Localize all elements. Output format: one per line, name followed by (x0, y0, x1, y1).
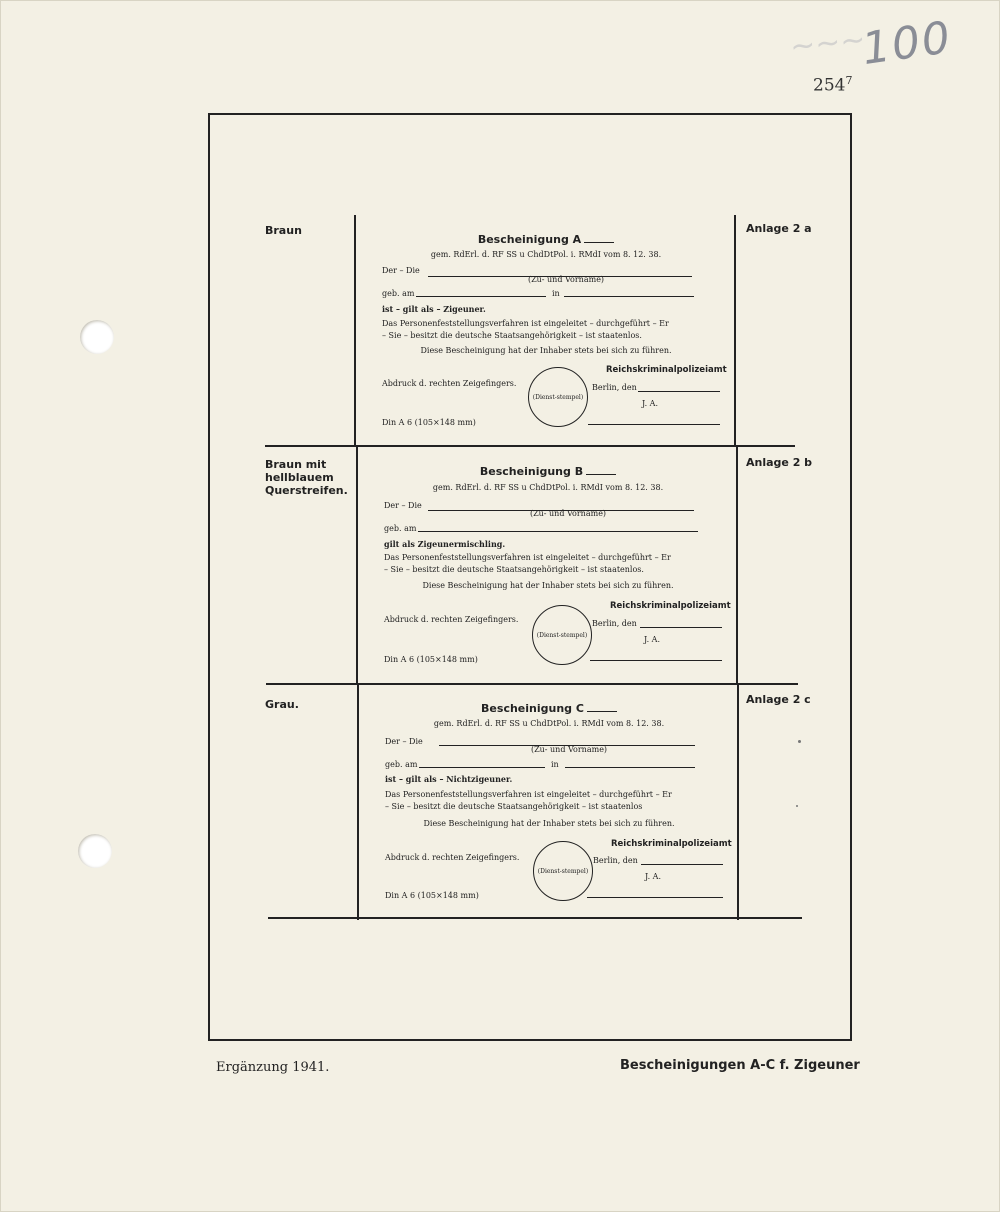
place-date-label: Berlin, den (592, 383, 637, 392)
name-prefix: Der – Die (384, 501, 422, 510)
date-line (640, 627, 722, 628)
color-label-a: Braun (265, 224, 302, 237)
name-caption: (Zu- und Vorname) (527, 275, 605, 284)
name-prefix: Der – Die (385, 737, 423, 746)
certificate-title-text: Bescheinigung B (479, 465, 584, 478)
born-date-line (419, 767, 545, 768)
born-date-line (416, 296, 546, 297)
punch-hole-bottom (78, 834, 112, 868)
handwritten-page-number: 100 (858, 11, 956, 76)
punch-hole-top (80, 320, 114, 354)
certificate-title-text: Bescheinigung A (477, 233, 582, 246)
issuing-office: Reichskriminalpolizeiamt (606, 365, 727, 375)
color-label-b: Braun mit hellblauem Querstreifen. (265, 458, 348, 497)
annex-label-c: Anlage 2 c (746, 693, 811, 706)
status-line: ist – gilt als – Zigeuner. (382, 304, 486, 314)
name-prefix: Der – Die (382, 266, 420, 275)
name-caption: (Zu- und Vorname) (529, 509, 607, 518)
procedure-line: Das Personenfeststellungsverfahren ist eingeleitet – durchgeführt – Er (382, 319, 669, 328)
official-stamp-circle: (Dienst-stempel) (533, 841, 593, 901)
certificate-c (359, 685, 739, 917)
place-date-label: Berlin, den (593, 856, 638, 865)
certificate-reference: gem. RdErl. d. RF SS u ChdDtPol. i. RMdI vom 8. 12. 38. (430, 250, 662, 259)
footer-supplement: Ergänzung 1941. (216, 1060, 330, 1075)
born-in-label: in (552, 289, 560, 298)
signature-label: J. A. (644, 635, 660, 644)
status-line: ist – gilt als – Nichtzigeuner. (385, 774, 513, 784)
certificate-title (358, 465, 738, 478)
certificate-title-text: Bescheinigung C (481, 702, 584, 715)
born-prefix: geb. am (382, 289, 415, 298)
page-number-superscript: 7 (845, 74, 853, 87)
official-stamp-circle: (Dienst-stempel) (528, 367, 588, 427)
procedure-line: Das Personenfeststellungsverfahren ist eingeleitet – durchgeführt – Er (384, 553, 671, 562)
color-label-c: Grau. (265, 698, 299, 711)
title-blank (587, 711, 617, 712)
date-line (641, 864, 723, 865)
name-caption: (Zu- und Vorname) (530, 745, 608, 754)
format-note: Din A 6 (105×148 mm) (382, 418, 476, 427)
citizenship-line: – Sie – besitzt die deutsche Staatsangehörigkeit – ist staatenlos. (382, 331, 642, 340)
carry-line: Diese Bescheinigung hat der Inhaber stets bei sich zu führen. (420, 346, 672, 355)
annex-label-b: Anlage 2 b (746, 456, 813, 469)
title-blank (584, 242, 614, 243)
carry-line: Diese Bescheinigung hat der Inhaber stets bei sich zu führen. (423, 819, 675, 828)
fingerprint-label: Abdruck d. rechten Zeigefingers. (385, 853, 520, 862)
certificate-title (356, 233, 736, 246)
official-stamp-circle: (Dienst-stempel) (532, 605, 592, 665)
issuing-office: Reichskriminalpolizeiamt (610, 601, 731, 611)
born-place-line (565, 767, 695, 768)
footer-title: Bescheinigungen A-C f. Zigeuner (620, 1058, 860, 1073)
place-date-label: Berlin, den (592, 619, 637, 628)
born-date-line (418, 531, 698, 532)
signature-line (590, 660, 722, 661)
signature-line (588, 424, 720, 425)
issuing-office: Reichskriminalpolizeiamt (611, 839, 732, 849)
fingerprint-label: Abdruck d. rechten Zeigefingers. (382, 379, 517, 388)
certificate-reference: gem. RdErl. d. RF SS u ChdDtPol. i. RMdI vom 8. 12. 38. (433, 719, 665, 728)
certificate-reference: gem. RdErl. d. RF SS u ChdDtPol. i. RMdI vom 8. 12. 38. (432, 483, 664, 492)
citizenship-line: – Sie – besitzt die deutsche Staatsangehörigkeit – ist staatenlos (385, 802, 643, 811)
signature-label: J. A. (642, 399, 658, 408)
procedure-line: Das Personenfeststellungsverfahren ist eingeleitet – durchgeführt – Er (385, 790, 672, 799)
citizenship-line: – Sie – besitzt die deutsche Staatsangehörigkeit – ist staatenlos. (384, 565, 644, 574)
fingerprint-label: Abdruck d. rechten Zeigefingers. (384, 615, 519, 624)
born-prefix: geb. am (385, 760, 418, 769)
born-prefix: geb. am (384, 524, 417, 533)
faint-pencil-mark: ~~~ (788, 22, 868, 65)
signature-line (587, 897, 723, 898)
format-note: Din A 6 (105×148 mm) (384, 655, 478, 664)
born-in-label: in (551, 760, 559, 769)
page-number-main: 254 (813, 75, 846, 96)
certificate-b (358, 447, 738, 683)
certificate-a (356, 215, 736, 445)
separator-bottom (268, 917, 802, 919)
title-blank (586, 474, 616, 475)
carry-line: Diese Bescheinigung hat der Inhaber stets bei sich zu führen. (422, 581, 674, 590)
annex-label-a: Anlage 2 a (746, 222, 812, 235)
certificate-title (359, 702, 739, 715)
born-place-line (564, 296, 694, 297)
page-number (813, 74, 852, 96)
format-note: Din A 6 (105×148 mm) (385, 891, 479, 900)
paper-speck (796, 805, 798, 807)
date-line (638, 391, 720, 392)
status-line: gilt als Zigeunermischling. (384, 539, 506, 549)
paper-speck (798, 740, 801, 743)
signature-label: J. A. (645, 872, 661, 881)
